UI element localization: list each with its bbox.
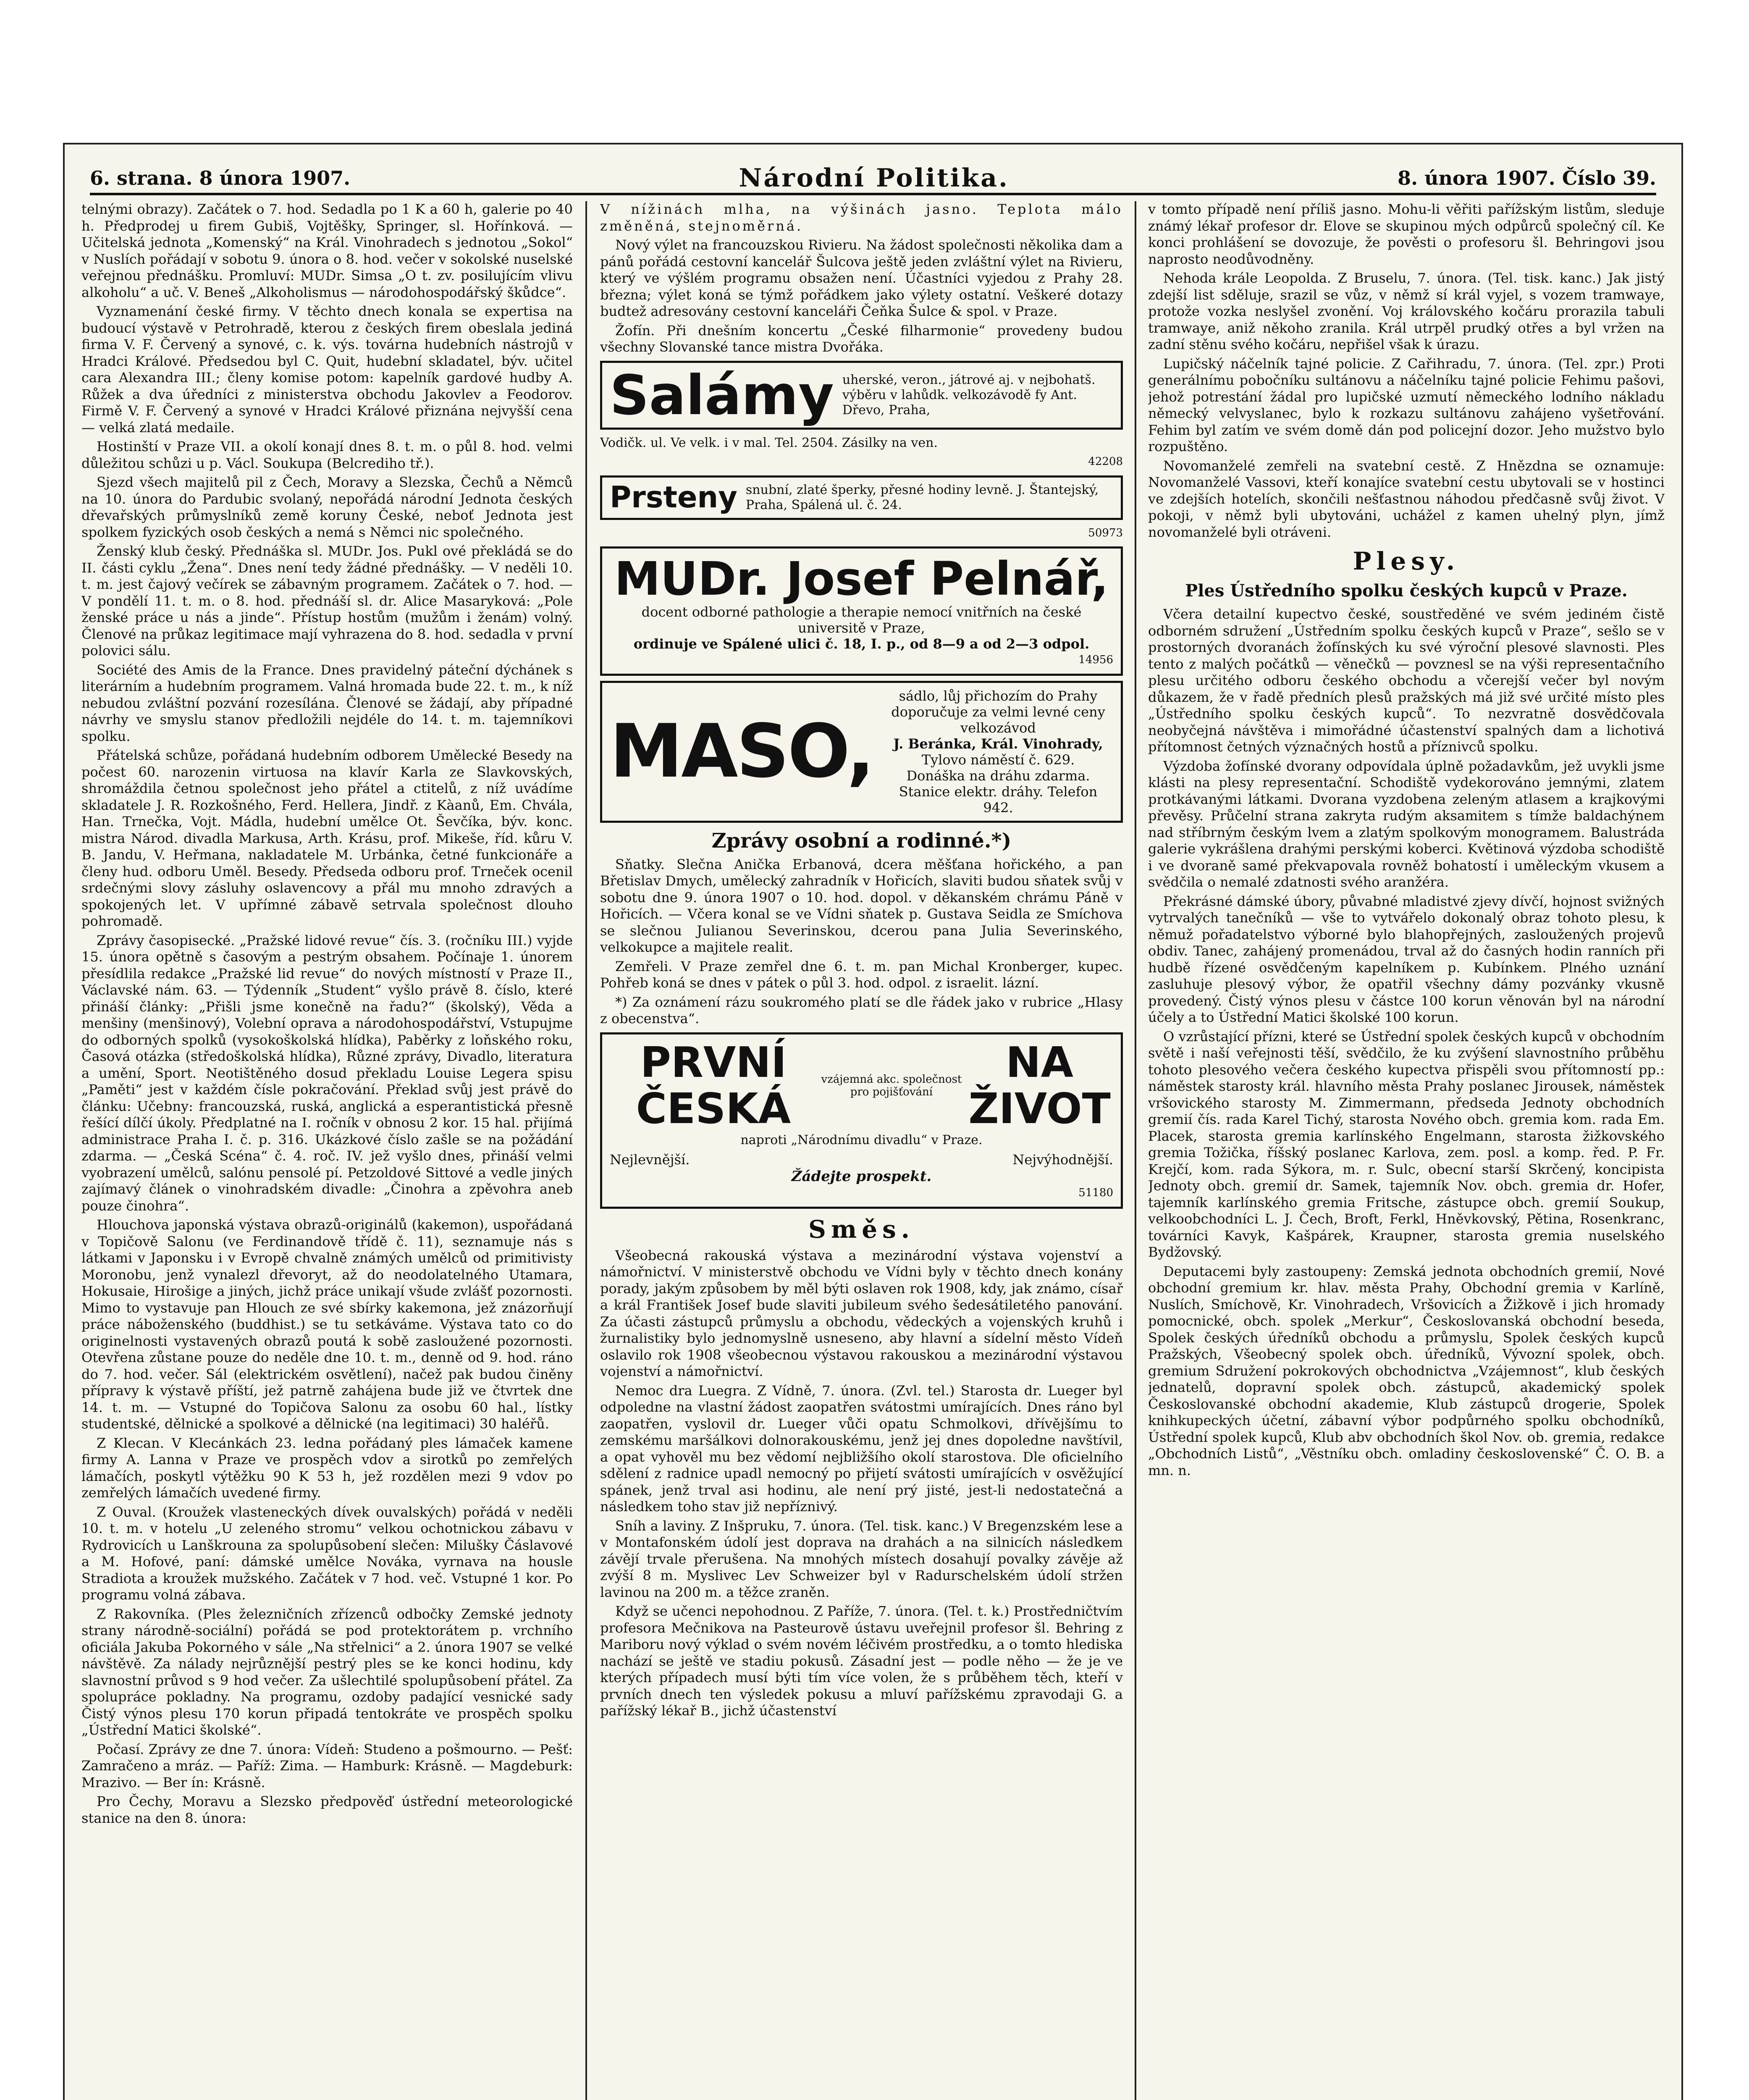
article-paragraph: Pro Čechy, Moravu a Slezsko předpověď ústřední meteorologické stanice na den 8. února: xyxy=(81,1793,573,1826)
article-paragraph: Počasí. Zprávy ze dne 7. února: Vídeň: Studeno a pošmourno. — Pešť: Zamračeno a mráz. — Paříž: Zima. — Hamburk: Krásně. — Magdeburk: Mrazivo. — Ber ín: Krásně. xyxy=(81,1741,573,1790)
article-paragraph: Société des Amis de la France. Dnes pravidelný páteční dýchánek s literárním a hudebním programem. Valná hromada bude 22. t. m., k níž nebudou zvláštní pozvání rozesílána. Členové se žádají, aby případné návrhy ve smyslu stanov předložili nejdéle do 14. t. m. tajemníkovi spolku. xyxy=(81,662,573,744)
article-paragraph: Všeobecná rakouská výstava a mezinárodní výstava vojenství a námořnictví. V ministerstvě obchodu ve Vídni byly v těchto dnech konány porady, jakým způsobem by měl býti oslaven rok 1908, kdy, jak známo, císař a král František Josef bude slaviti jubileum svého šedesátiletého panování. Za účasti zástupců průmyslu a obchodu, vědeckých a vojenských kruhů i žurnalistiky bylo jednomyslně usneseno, aby hlavní a sídelní město Vídeň oslavilo rok 1908 všeobecnou výstavou rakouskou a mezinárodní výstavou vojenství a námořnictví. xyxy=(600,1247,1123,1379)
ad-row xyxy=(610,1037,1113,1133)
page-info-left: 6. strana. 8 února 1907. xyxy=(90,167,351,189)
ad-address: Tylovo náměstí č. 629. xyxy=(921,751,1075,768)
ad-headline-right: NA ŽIVOT xyxy=(968,1037,1111,1133)
ad-middle-text: vzájemná akc. společnost pro pojišťování xyxy=(821,1073,962,1098)
article-paragraph: Sjezd všech majitelů pil z Čech, Moravy a Slezska, Čechů a Němců na 10. února do Pardubic svolaný, nepořádá národní Jednota českých dřevařských průmyslníků země koruny České, neboť Jednota jest spolkem fyzických osob českých a nemá s Němci nic společného. xyxy=(81,474,573,540)
column-2 xyxy=(600,201,1123,2100)
ad-slogan-right: Nejvýhodnější. xyxy=(1012,1152,1113,1168)
ad-headline-left: PRVNÍ ČESKÁ xyxy=(636,1037,791,1133)
article-paragraph: v tomto případě není příliš jasno. Mohu-li věřiti pařížským listům, sleduje známý lékař profesor dr. Elove se skupinou mých odpůrců společný cíl. Ke konci prohlášení se dovozuje, že pověsti o profesoru šl. Behringovi jsou naprosto neodůvodněny. xyxy=(1148,201,1665,267)
ad-text: sádlo, lůj přichozím do Prahy doporučuje za velmi levné ceny velkozávod xyxy=(891,688,1105,736)
newspaper-title: Národní Politika. xyxy=(739,163,1009,193)
article-paragraph: Zemřeli. V Praze zemřel dne 6. t. m. pan Michal Kronberger, kupec. Pohřeb koná se dnes v pátek o půl 3. hod. odpol. z israelit. lázní. xyxy=(600,958,1123,991)
article-paragraph: Nemoc dra Luegra. Z Vídně, 7. února. (Zvl. tel.) Starosta dr. Lueger byl odpoledne na vlastní žádost zaopatřen svátostmi umírajících. Dnes ráno byl zaopatřen, vyslovil dr. Lueger vůči opatu Schmolkovi, dřívějšímu to zemskému maršálkovi dolnorakouskému, jenž jej dnes dopoledne navštívil, a opat vyhověl mu bez vědomí nejbližšího okolí starostova. Dle oficielního sdělení z radnice upadl nemocný po přijetí svátosti umírajících v osvěžující spánek, jenž trval asi hodinu, ale není prý jisté, jest-li nedostatečná a následkem toho stav již nepříznivý. xyxy=(600,1382,1123,1515)
article-paragraph: Přátelská schůze, pořádaná hudebním odborem Umělecké Besedy na počest 60. narozenin virtuosa na klavír Karla ze Slavkovských, shromáždila četnou společnost jeho přátel a ctitelů, z níž uvádíme skladatele J. R. Rozkošného, Ferd. Hellera, Jindř. z Kàanů, Em. Chvála, Han. Trnečka, Vojt. Mádla, hudební umělce Ot. Ševčíka, býv. konc. mistra Národ. divadla Markusa, Arth. Krásu, prof. Mikeše, říd. kůru V. B. Jandu, V. Heřmana, nakladatele M. Urbánka, četné funkcionáře a členy hud. odboru Uměl. Besedy. Předseda odboru prof. Trneček ocenil srdečnými slovy zásluhy oslavencovy a přál mu mnoho zdravých a spokojených let. V upřímné zábavě setrvala společnost dlouho pohromadě. xyxy=(81,747,573,929)
article-paragraph: Ženský klub český. Přednáška sl. MUDr. Jos. Pukl ové překládá se do II. části cyklu „Žena“. Dnes není tedy žádné přednášky. — V neděli 10. t. m. jest čajový večírek se zábavným programem. Začátek o 7. hod. — V pondělí 11. t. m. o 8. hod. přednáší sl. dr. Alice Masaryková: „Pole ženské práce u nás a jinde“. Přístup hostům (mužům i ženám) volný. Členové na průkaz legitimace mají vyhrazena do 8. hod. sedadla v první polovici sálu. xyxy=(81,543,573,659)
weather-forecast: V nížinách mlha, na výšinách jasno. Teplota málo změněná, stejnoměrná. xyxy=(600,201,1123,234)
advertisement-doctor xyxy=(600,546,1123,676)
column-1 xyxy=(81,201,573,2100)
ad-code: 50973 xyxy=(1088,526,1123,539)
article-paragraph: Včera detailní kupectvo české, soustředěné ve svém jediném čistě odborném sdružení „Ústředním spolku českých kupců v Praze“, sešlo se v prostorných dvoranách žofínských ku své výroční plesové slavnosti. Ples tento z malých počátků — věnečků — povznesl se na výši representačního plesu určitého odboru českého obchodu a včerejší večer byl novým důkazem, že v řadě předních plesů pražských má již své určité místo ples „Ústředního spolku českých kupců“. To nezvratně dosvědčovala neobyčejná návštěva i mimořádné účastenství spalných dam a lichotivá přítomnost četných význačných hostů a příznivců spolku. xyxy=(1148,606,1665,755)
article-paragraph: Novomanželé zemřeli na svatební cestě. Z Hnězdna se oznamuje: Novomanželé Vassovi, kteří konajíce svatební cestu ubytovali se v hostinci ve zdejších hotelích, skončili nešťastnou náhodou předčasně svůj život. V pokoji, v němž byli ubytováni, uchážel z kamen uhelný plyn, jímž novomanželé byli otráveni. xyxy=(1148,457,1665,540)
article-paragraph: Deputacemi byly zastoupeny: Zemská jednota obchodních gremií, Nové obchodní gremium kr. hlav. města Prahy, Obchodní gremia v Karlíně, Nuslích, Smíchově, Kr. Vinohradech, Vršovicích a Žižkově i jich hromady pomocnické, obch. spolek „Merkur“, Českoslovanská obchodní beseda, Spolek českých úředníků obchodu a průmyslu, Spolek českých kupců Pražských, Všeobecný spolek obch. úředníků, Vývozní spolek, obch. gremium Sdružení pokrokových obchodnictva „Vzájemnost“, klub českých jednatelů, dopravní spolek obch. zástupců, akademický spolek Českoslovanské obchodní akademie, Klub zástupců drogerie, Spolek knihkupeckých účetní, zábavní výbor podpůrného spolku obchodníků, Ústřední spolek kupců, Klub abv obchodních škol Nov. ob. gremia, redakce „Obchodních Listů“, „Věstníku obch. omladiny československé“ Č. O. B. a mn. n. xyxy=(1148,1263,1665,1478)
article-paragraph: O vzrůstající přízni, které se Ústřední spolek českých kupců v obchodním světě i naší veřejnosti těší, svědčilo, že ku zvýšení slavnostního průběhu tohoto plesového večera českého kupectva přispěli svou přítomností pp.: náměstek starosty král. hlavního města Prahy poslanec Jirousek, náměstek vršovického starosty M. Zimmermann, předseda Jednoty obchodních gremií čís. rada Karel Tichý, starosta Nového obch. gremia kom. rada Em. Placek, starosta gremia karlínského Engelmann, starosta žižkovského gremia Tožička, říšský poslanec Karlova, zem. posl. a komp. řed. P. Fr. Krejčí, kom. rada Sýkora, m. r. Sulc, obecní starší Skrčený, koncipista Jednoty obch. gremií dr. Samek, tajemník Nov. obch. gremia dr. Hofer, tajemník karlínského gremia Fritsche, zástupce obch. gremií Soukup, velkoobchodníci L. J. Čech, Broft, Ferkl, Hněvkovský, Pětina, Rosenkranc, továrníci Kavyk, Kašpárek, Kraupner, starosta gremia nuselského Bydžovský. xyxy=(1148,1028,1665,1260)
page-info-right: 8. února 1907. Číslo 39. xyxy=(1398,167,1656,189)
advertisement-maso xyxy=(600,681,1123,823)
article-paragraph: Hostinští v Praze VII. a okolí konají dnes 8. t. m. o půl 8. hod. velmi důležitou schůzi u p. Václ. Soukupa (Belcrediho tř.). xyxy=(81,438,573,471)
column-3 xyxy=(1148,201,1665,2100)
article-paragraph: telnými obrazy). Začátek o 7. hod. Sedadla po 1 K a 60 h, galerie po 40 h. Předprodej u firem Gubiš, Vojtěšky, Springer, sl. Hořínková. — Učitelská jednota „Komenský“ na Král. Vinohradech s jednotou „Sokol“ v Nuslích pořádají v sobotu 9. února o 8. hod. večer v sokolské nuselské veřejnou přednášku. Promluví: MUDr. Simsa „O t. zv. posilujícím vlivu alkoholu“ a uč. V. Beneš „Alkoholismus — národohospodářský škůdce“. xyxy=(81,201,573,300)
article-paragraph: Sňatky. Slečna Anička Erbanová, dcera měšťana hořického, a pan Břetislav Dmych, umělecký zahradník v Hořicích, slaviti budou sňatek svůj v sobotu dne 9. února 1907 o 10. hod. dopol. v děkanském chrámu Páně v Hořicích. — Včera konal se ve Vídni sňatek p. Gustava Seidla ze Smíchova se slečnou Julianou Severinskou, dcerou pana Julia Severinského, velkokupce a majitele realit. xyxy=(600,856,1123,955)
advertisement-prsteny xyxy=(600,475,1123,520)
ad-address: naproti „Národnímu divadlu“ v Praze. xyxy=(740,1132,983,1147)
masthead xyxy=(90,163,1656,195)
ad-code: 51180 xyxy=(1078,1186,1113,1199)
article-paragraph: Vyznamenání české firmy. V těchto dnech konala se expertisa na budoucí výstavě v Petrohradě, kterou z českých firem obeslala jediná firma V. F. Červený a synové, c. k. výs. továrna hudebních nástrojů v Hradci Králové. Předsedou byl C. Quit, hudební skladatel, býv. učitel cara Alexandra III.; členy komise potom: kapelník gardové hudby A. Růžek a dva úředníci z ministerstva obchodu Jakovlev a Feodorov. Firmě V. F. Červený a synové v Hradci Králové přiznána nejvyšší cena — velká zlatá medaile. xyxy=(81,303,573,436)
ad-address: Vodičk. ul. Ve velk. i v mal. Tel. 2504. Zásilky na ven. xyxy=(600,435,938,450)
ad-text-block xyxy=(883,688,1113,816)
article-paragraph: Když se učenci nepohodnou. Z Paříže, 7. února. (Tel. t. k.) Prostředničtvím profesora Mečnikova na Pasteurově ústavu uveřejnil profesor šl. Behring z Mariboru nový výklad o svém novém léčivém prostředku, a o tomto hlediska nachází se ještě ve stadiu pokusů. Zásadní jest — podle něho — že je ve kterých případech musí býti tím více volen, že s průběhem těch, kteří v prvních dnech ten výsledek pokusu a mluví pařížskému zpravodaji G. a pařížský lékař B., jichž účastenství xyxy=(600,1603,1123,1719)
article-headline: Ples Ústředního spolku českých kupců v Praze. xyxy=(1185,581,1628,601)
advertisement-insurance xyxy=(600,1032,1123,1209)
article-paragraph: Z Klecan. V Klecánkách 23. ledna pořádaný ples lámaček kamene firmy A. Lanna v Praze ve prospěch vdov a sirotků po zemřelých lámačích, poskytl výtěžku 90 K 53 h, jež rozdělen mezi 9 vdov po zemřelých lámačích uvedené firmy. xyxy=(81,1435,573,1501)
article-paragraph: Hlouchova japonská výstava obrazů-originálů (kakemon), uspořádaná v Topičově Salonu (ve Ferdinandově třídě č. 11), seznamuje nás s látkami v Japonsku i v Evropě chvalně známých umělců od primitivisty Moronobu, jenž vynalezl dřevoryt, až do neodolatelného Utamara, Hokusaie, Hirošige a jiných, jichž práce unikají všude zvlášť pozornosti. Mimo to vystavuje pan Hlouch ze své sbírky kakemona, jež znázorňují práce náboženského (buddhist.) se tu setkáváme. Výstava tato co do originelnosti vystavených obrazů poutá k sobě zasloužené pozornosti. Otevřena zůstane pouze do neděle dne 10. t. m., denně od 9. hod. ráno do 7. hod. večer. Sál (elektrickém osvětlení), načež pak budou činěny přípravy k výstavě příští, jež patrně zahájena bude již ve čtvrtek dne 14. t. m. — Vstupné do Topičova Salonu za osobu 60 hal., lístky studentské, dělnické a spolkové a dělnické (na legitimaci) 30 haléřů. xyxy=(81,1217,573,1432)
ad-text: docent odborné pathologie a therapie nemocí vnitřních na české universitě v Praze, xyxy=(641,604,1082,636)
ad-headline: Prsteny xyxy=(610,480,737,514)
ad-text: uherské, veron., játrové aj. v nejbohatš. výběru v lahůdk. velkozávodě fy Ant. Dřevo, Praha, xyxy=(842,372,1096,417)
article-paragraph: Z Ouval. (Kroužek vlasteneckých dívek ouvalských) pořádá v neděli 10. t. m. v hotelu „U zeleného stromu“ velkou ochotnickou zábavu v Rydrovicích u Lanškrouna za spolupůsobení slečen: Milušky Čáslavové a M. Hofové, paní: dámské umělce Nováka, vyrnava na housle Stradiota a kroužek mužského. Začátek v 7 hod. več. Vstupné 1 kor. Po programu volná zábava. xyxy=(81,1504,573,1603)
ad-slogan-left: Nejlevnější. xyxy=(610,1152,690,1168)
advertisement-salamy xyxy=(600,361,1123,430)
ad-company: J. Beránka, Král. Vinohrady, xyxy=(893,735,1103,752)
ad-headline: MASO, xyxy=(610,709,873,794)
ad-code: 42208 xyxy=(1088,455,1123,468)
ad-footer xyxy=(610,1152,1113,1168)
ad-text: Donáška na dráhu zdarma. Stanice elektr. dráhy. Telefon 942. xyxy=(899,767,1098,816)
article-paragraph: Překrásné dámské úbory, půvabné mladistvé zjevy dívčí, hojnost svižných vytrvalých tanečníků — vše to vytvářelo dokonalý obraz tohoto plesu, k němuž pořadatelstvo výborné bylo blahopřejných, zasloužených projevů obdiv. Tanec, zahájený promenádou, trval až do časných hodin ranních při hudbě řízené osvědčeným kapelníkem p. Kubínkem. Plného uznání zasluhuje plesový výbor, že opatřil všechny dámy pozvánky vkusně provedený. Čistý výnos plesu v částce 100 korun věnován byl na národní účely a to Ústřední Matici školské 100 korun. xyxy=(1148,893,1665,1025)
article-paragraph: Žofín. Při dnešním koncertu „České filharmonie“ provedeny budou všechny Slovanské tance mistra Dvořáka. xyxy=(600,322,1123,355)
section-heading-personal: Zprávy osobní a rodinné.*) xyxy=(711,829,1012,853)
article-paragraph: Lupičský náčelník tajné policie. Z Cařihradu, 7. února. (Tel. zpr.) Proti generálnímu pobočníku sultánovu a náčelníku tajné policie Fehimu pašovi, jehož potrestání žádal pro lupičské uzmutí německého lodního nákladu německý velvyslanec, bylo k rozkazu sultánovu zahájeno vyšetřování. Fehim byl zatím ve svém domě dán pod policejní dozor. Jeho mužstvo bylo rozpuštěno. xyxy=(1148,355,1665,454)
column-divider xyxy=(585,201,587,2100)
article-paragraph: Výzdoba žofínské dvorany odpovídala úplně požadavkům, jež uvykli jsme klásti na plesy representační. Schodiště vydekorováno jemnými, zlatem protkávanými látkami. Dvorana vyzdobena zeleným atlasem a krajkovými převěsy. Průčelní strana zakryta rudým aksamitem s tímže baldachýnem nad stříbrným českým lvem a zlatým spolkovým monogramem. Balustráda galerie vykrášlena drahými perskými koberci. Květinová výzdoba schodiště i ve dvoraně samé překvapovala rovněž bohatostí i uměleckým vkusem a svědčila o nemalé zdatnosti svého aranžéra. xyxy=(1148,758,1665,890)
footnote: *) Za oznámení rázu soukromého platí se dle řádek jako v rubrice „Hlasy z obecenstva“. xyxy=(600,994,1123,1026)
ad-headline: Salámy xyxy=(610,363,834,427)
ad-address: ordinuje ve Spálené ulici č. 18, I. p., od 8—9 a od 2—3 odpol. xyxy=(633,636,1090,652)
ad-headline: MUDr. Josef Pelnář, xyxy=(614,552,1109,606)
article-paragraph: Sníh a laviny. Z Inšpruku, 7. února. (Tel. tisk. kanc.) V Bregenzském lese a v Montafonském údolí jest doprava na drahách a na silnicích následkem závějí trvale přerušena. Na mnohých místech dosahují povalky závěje až zvýší 8 m. Myslivec Lev Schweizer byl v Radurschelském údolí stržen lavinou na 200 m. a těžce zraněn. xyxy=(600,1517,1123,1600)
article-paragraph: Nový výlet na francouzskou Rivieru. Na žádost společnosti několika dam a pánů pořádá cestovní kancelář Šulcova ještě jeden zvláštní výlet na Rivieru, který ve výšlém programu obsažen není. Účastníci vyjedou z Prahy 28. března; výlet koná se týmž pořádkem jako výlety ostatní. Veškeré dotazy budtež adresovány cestovní kanceláři Čeňka Šulce & spol. v Praze. xyxy=(600,237,1123,319)
newspaper-page xyxy=(63,143,1683,2100)
section-heading-smes: Směs. xyxy=(808,1215,915,1244)
ad-request: Žádejte prospekt. xyxy=(791,1168,932,1185)
article-paragraph: Zprávy časopisecké. „Pražské lidové revue“ čís. 3. (ročníku III.) vyjde 15. února opětně s časovým a pestrým obsahem. Počínaje 1. únorem přesídlila redakce „Pražské lid revue“ do nových místností v Praze II., Václavské nám. 63. — Týdenník „Student“ vyšlo právě 8. číslo, které přináší články: „Přišli jsme konečně na řadu?“ (školský), Věda a menšiny (menšinový), Volební oprava a národohospodářství, Vstupujme do odborných spolků (vysokoškolská hlídka), Paběrky z loňského roku, Časová otázka (středoškolská hlídka), Různé zprávy, Divadlo, literatura a umění, Sport. Neotištěného dosud překladu Louise Legera spisu „Paměti“ jest v každém čísle pokračování. Překlad svůj jest právě do článku: Učebny: francouzská, ruská, anglická a esperantistická přesně řešící dílčí úkoly. Předplatné na I. ročník v obnosu 2 kor. 15 hal. přijímá administrace Praha I. č. p. 316. Ukázkové číslo zašle se na požádání zdarma. — „Česká Scéna“ č. 4. roč. IV. jež vyšlo dnes, přináší velmi vyobrazení umělců, salónu pensolé pí. Petzoldové Sittové a vedle jiných zajímavý článek o vinohradském divadle: „Činohra a zpěvohra aneb pouze činohra“. xyxy=(81,932,573,1214)
column-divider xyxy=(1135,201,1136,2100)
article-paragraph: Z Rakovníka. (Ples železničních zřízenců odbočky Zemské jednoty strany národně-sociální) pořádá se pod protektorátem p. vrchního oficiála Jakuba Pokorného v sále „Na střelnici“ a 2. února 1907 se velké návštěvě. Za nálady nejrůznější pestrý ples se ke konci hodinu, kdy slavnostní průvod s 9 hod večer. Za ušlechtilé spolupůsobení přátel. Za spolupráce pokladny. Na programu, ozdoby padající vesnické sady Čistý výnos plesu 170 korun připadá tentokráte ve prospěch spolku „Ústřední Matici školské“. xyxy=(81,1606,573,1738)
ad-text: snubní, zlaté šperky, přesné hodiny levně. J. Štantejský, Praha, Spálená ul. č. 24. xyxy=(745,482,1099,512)
section-heading-plesy: Plesy. xyxy=(1353,547,1460,575)
ad-code: 14956 xyxy=(1078,654,1113,666)
article-paragraph: Nehoda krále Leopolda. Z Bruselu, 7. února. (Tel. tisk. kanc.) Jak jistý zdejší list sděluje, srazil se vůz, v němž sí král vyjel, s vozem tramwaye, protože vozka neslyšel zvonění. Voj královského kočáru prorazila tabuli tramwaye, aniž někoho zranila. Král utrpěl prudký otřes a byl vržen na zadní stěnu svého kočáru, nepřišel však k úrazu. xyxy=(1148,270,1665,352)
